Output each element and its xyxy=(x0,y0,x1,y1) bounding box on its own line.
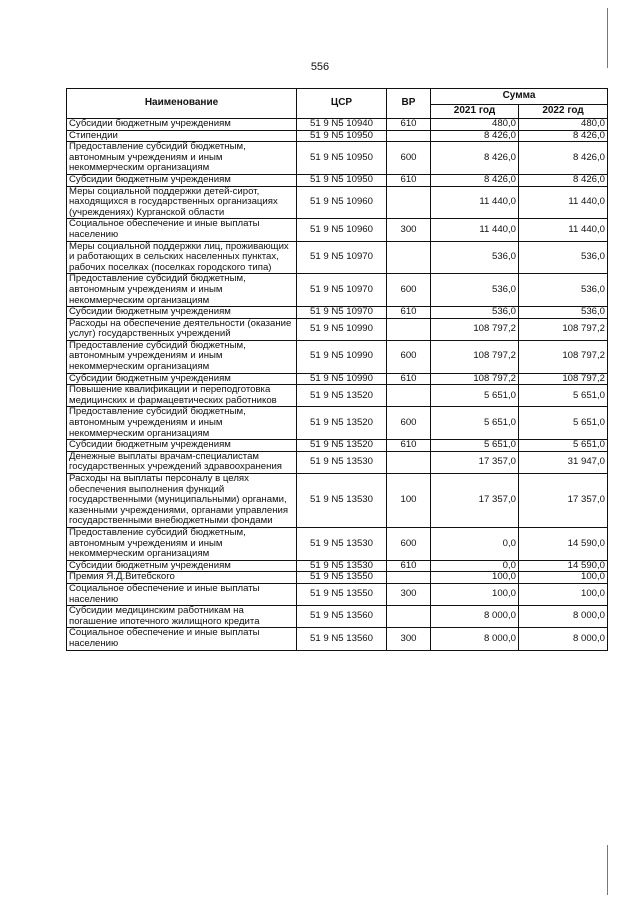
table-row xyxy=(67,241,608,274)
table-row xyxy=(67,119,608,131)
cell-amount-2021: 0,0 xyxy=(431,560,519,572)
cell-amount-2021: 8 426,0 xyxy=(431,142,519,175)
cell-amount-2022: 11 440,0 xyxy=(519,219,608,241)
table-row xyxy=(67,373,608,385)
table-row xyxy=(67,186,608,219)
cell-name: Предоставление субсидий бюджетным, автономным учреждениям и иным некоммерческим организациям xyxy=(67,340,297,373)
cell-name: Предоставление субсидий бюджетным, автономным учреждениям и иным некоммерческим организациям xyxy=(67,142,297,175)
cell-amount-2021: 100,0 xyxy=(431,583,519,605)
table-row xyxy=(67,451,608,473)
cell-amount-2021: 11 440,0 xyxy=(431,186,519,219)
cell-amount-2022: 480,0 xyxy=(519,119,608,131)
cell-vr xyxy=(387,130,431,142)
cell-csr: 51 9 N5 13520 xyxy=(297,385,387,407)
cell-amount-2022: 17 357,0 xyxy=(519,474,608,528)
cell-amount-2021: 480,0 xyxy=(431,119,519,131)
cell-csr: 51 9 N5 10950 xyxy=(297,174,387,186)
cell-amount-2022: 536,0 xyxy=(519,241,608,274)
header-year-2021: 2021 год xyxy=(431,105,519,119)
cell-name: Меры социальной поддержки лиц, проживающих и работающих в сельских населенных пунктах, рабочих поселках (поселках городского типа) xyxy=(67,241,297,274)
cell-csr: 51 9 N5 13550 xyxy=(297,572,387,584)
cell-csr: 51 9 N5 13530 xyxy=(297,451,387,473)
cell-name: Субсидии бюджетным учреждениям xyxy=(67,307,297,319)
cell-amount-2021: 5 651,0 xyxy=(431,407,519,440)
cell-vr xyxy=(387,186,431,219)
cell-amount-2021: 5 651,0 xyxy=(431,385,519,407)
cell-name: Социальное обеспечение и иные выплаты населению xyxy=(67,628,297,650)
cell-amount-2021: 0,0 xyxy=(431,527,519,560)
header-sum: Сумма xyxy=(431,89,608,105)
cell-csr: 51 9 N5 13520 xyxy=(297,440,387,452)
cell-vr: 600 xyxy=(387,407,431,440)
cell-amount-2021: 536,0 xyxy=(431,241,519,274)
cell-csr: 51 9 N5 10950 xyxy=(297,130,387,142)
table-row xyxy=(67,307,608,319)
cell-name: Расходы на обеспечение деятельности (оказание услуг) государственных учреждений xyxy=(67,318,297,340)
cell-name: Предоставление субсидий бюджетным, автономным учреждениям и иным некоммерческим организациям xyxy=(67,527,297,560)
cell-amount-2021: 11 440,0 xyxy=(431,219,519,241)
cell-csr: 51 9 N5 13560 xyxy=(297,628,387,650)
cell-amount-2022: 5 651,0 xyxy=(519,440,608,452)
cell-name: Предоставление субсидий бюджетным, автономным учреждениям и иным некоммерческим организациям xyxy=(67,274,297,307)
cell-amount-2021: 8 426,0 xyxy=(431,174,519,186)
cell-amount-2022: 8 000,0 xyxy=(519,606,608,628)
table-row xyxy=(67,583,608,605)
cell-name: Субсидии медицинским работникам на погашение ипотечного жилищного кредита xyxy=(67,606,297,628)
cell-amount-2022: 5 651,0 xyxy=(519,407,608,440)
cell-vr: 610 xyxy=(387,560,431,572)
table-row xyxy=(67,274,608,307)
cell-name: Повышение квалификации и переподготовка медицинских и фармацевтических работников xyxy=(67,385,297,407)
cell-csr: 51 9 N5 10940 xyxy=(297,119,387,131)
page-number: 556 xyxy=(310,61,330,73)
cell-csr: 51 9 N5 13520 xyxy=(297,407,387,440)
cell-amount-2022: 8 000,0 xyxy=(519,628,608,650)
cell-name: Расходы на выплаты персоналу в целях обеспечения выполнения функций государственными (муниципальными) органами, казенными учреждениями, органами управления государственными внебюджетными фондами xyxy=(67,474,297,528)
cell-vr xyxy=(387,241,431,274)
cell-vr xyxy=(387,451,431,473)
cell-amount-2022: 108 797,2 xyxy=(519,318,608,340)
cell-vr: 300 xyxy=(387,628,431,650)
cell-amount-2022: 8 426,0 xyxy=(519,130,608,142)
cell-amount-2021: 17 357,0 xyxy=(431,474,519,528)
cell-name: Социальное обеспечение и иные выплаты населению xyxy=(67,219,297,241)
cell-amount-2021: 17 357,0 xyxy=(431,451,519,473)
cell-amount-2022: 31 947,0 xyxy=(519,451,608,473)
cell-amount-2022: 108 797,2 xyxy=(519,373,608,385)
cell-vr xyxy=(387,385,431,407)
table-row xyxy=(67,340,608,373)
cell-vr xyxy=(387,318,431,340)
cell-name: Премия Я.Д.Витебского xyxy=(67,572,297,584)
cell-amount-2022: 14 590,0 xyxy=(519,527,608,560)
cell-csr: 51 9 N5 13530 xyxy=(297,527,387,560)
cell-amount-2022: 100,0 xyxy=(519,583,608,605)
cell-amount-2022: 108 797,2 xyxy=(519,340,608,373)
cell-csr: 51 9 N5 13560 xyxy=(297,606,387,628)
cell-vr: 300 xyxy=(387,583,431,605)
table-row xyxy=(67,407,608,440)
table-row xyxy=(67,130,608,142)
header-csr: ЦСР xyxy=(297,89,387,119)
cell-amount-2022: 5 651,0 xyxy=(519,385,608,407)
cell-name: Предоставление субсидий бюджетным, автономным учреждениям и иным некоммерческим организациям xyxy=(67,407,297,440)
cell-name: Социальное обеспечение и иные выплаты населению xyxy=(67,583,297,605)
cell-csr: 51 9 N5 10970 xyxy=(297,241,387,274)
cell-vr: 100 xyxy=(387,474,431,528)
cell-amount-2022: 100,0 xyxy=(519,572,608,584)
table-row xyxy=(67,474,608,528)
cell-amount-2021: 8 426,0 xyxy=(431,130,519,142)
table-row xyxy=(67,219,608,241)
cell-csr: 51 9 N5 13550 xyxy=(297,583,387,605)
cell-amount-2021: 536,0 xyxy=(431,307,519,319)
cell-name: Меры социальной поддержки детей-сирот, находящихся в государственных организациях (учреждениях) Курганской области xyxy=(67,186,297,219)
cell-name: Субсидии бюджетным учреждениям xyxy=(67,174,297,186)
cell-amount-2021: 8 000,0 xyxy=(431,606,519,628)
cell-amount-2022: 536,0 xyxy=(519,274,608,307)
cell-amount-2021: 100,0 xyxy=(431,572,519,584)
cell-name: Субсидии бюджетным учреждениям xyxy=(67,560,297,572)
table-row xyxy=(67,440,608,452)
cell-amount-2021: 536,0 xyxy=(431,274,519,307)
table-body xyxy=(67,119,608,651)
cell-csr: 51 9 N5 13530 xyxy=(297,560,387,572)
cell-vr: 300 xyxy=(387,219,431,241)
cell-amount-2022: 14 590,0 xyxy=(519,560,608,572)
cell-name: Стипендии xyxy=(67,130,297,142)
scan-edge-mark xyxy=(607,8,608,68)
cell-vr: 600 xyxy=(387,142,431,175)
cell-name: Денежные выплаты врачам-специалистам государственных учреждений здравоохранения xyxy=(67,451,297,473)
table-row xyxy=(67,318,608,340)
cell-amount-2022: 8 426,0 xyxy=(519,174,608,186)
cell-csr: 51 9 N5 10960 xyxy=(297,219,387,241)
budget-table xyxy=(66,88,608,651)
cell-amount-2021: 108 797,2 xyxy=(431,318,519,340)
cell-csr: 51 9 N5 10990 xyxy=(297,340,387,373)
cell-vr: 610 xyxy=(387,307,431,319)
table-row xyxy=(67,142,608,175)
cell-name: Субсидии бюджетным учреждениям xyxy=(67,440,297,452)
table-row xyxy=(67,385,608,407)
cell-amount-2021: 8 000,0 xyxy=(431,628,519,650)
cell-csr: 51 9 N5 10950 xyxy=(297,142,387,175)
table-row xyxy=(67,628,608,650)
cell-vr: 610 xyxy=(387,440,431,452)
table-row xyxy=(67,527,608,560)
cell-vr: 610 xyxy=(387,119,431,131)
header-vr: ВР xyxy=(387,89,431,119)
cell-vr xyxy=(387,606,431,628)
cell-amount-2021: 5 651,0 xyxy=(431,440,519,452)
cell-name: Субсидии бюджетным учреждениям xyxy=(67,119,297,131)
cell-vr: 610 xyxy=(387,174,431,186)
cell-vr: 600 xyxy=(387,527,431,560)
table-row xyxy=(67,572,608,584)
cell-vr: 600 xyxy=(387,340,431,373)
scan-edge-mark xyxy=(607,845,608,895)
cell-csr: 51 9 N5 10970 xyxy=(297,307,387,319)
cell-vr: 610 xyxy=(387,373,431,385)
cell-vr xyxy=(387,572,431,584)
header-year-2022: 2022 год xyxy=(519,105,608,119)
cell-csr: 51 9 N5 10990 xyxy=(297,318,387,340)
table-row xyxy=(67,606,608,628)
table-row xyxy=(67,174,608,186)
cell-amount-2021: 108 797,2 xyxy=(431,340,519,373)
cell-vr: 600 xyxy=(387,274,431,307)
cell-amount-2022: 11 440,0 xyxy=(519,186,608,219)
cell-amount-2021: 108 797,2 xyxy=(431,373,519,385)
cell-csr: 51 9 N5 10970 xyxy=(297,274,387,307)
cell-name: Субсидии бюджетным учреждениям xyxy=(67,373,297,385)
table-row xyxy=(67,560,608,572)
cell-amount-2022: 536,0 xyxy=(519,307,608,319)
cell-csr: 51 9 N5 13530 xyxy=(297,474,387,528)
header-name: Наименование xyxy=(67,89,297,119)
cell-amount-2022: 8 426,0 xyxy=(519,142,608,175)
cell-csr: 51 9 N5 10960 xyxy=(297,186,387,219)
cell-csr: 51 9 N5 10990 xyxy=(297,373,387,385)
